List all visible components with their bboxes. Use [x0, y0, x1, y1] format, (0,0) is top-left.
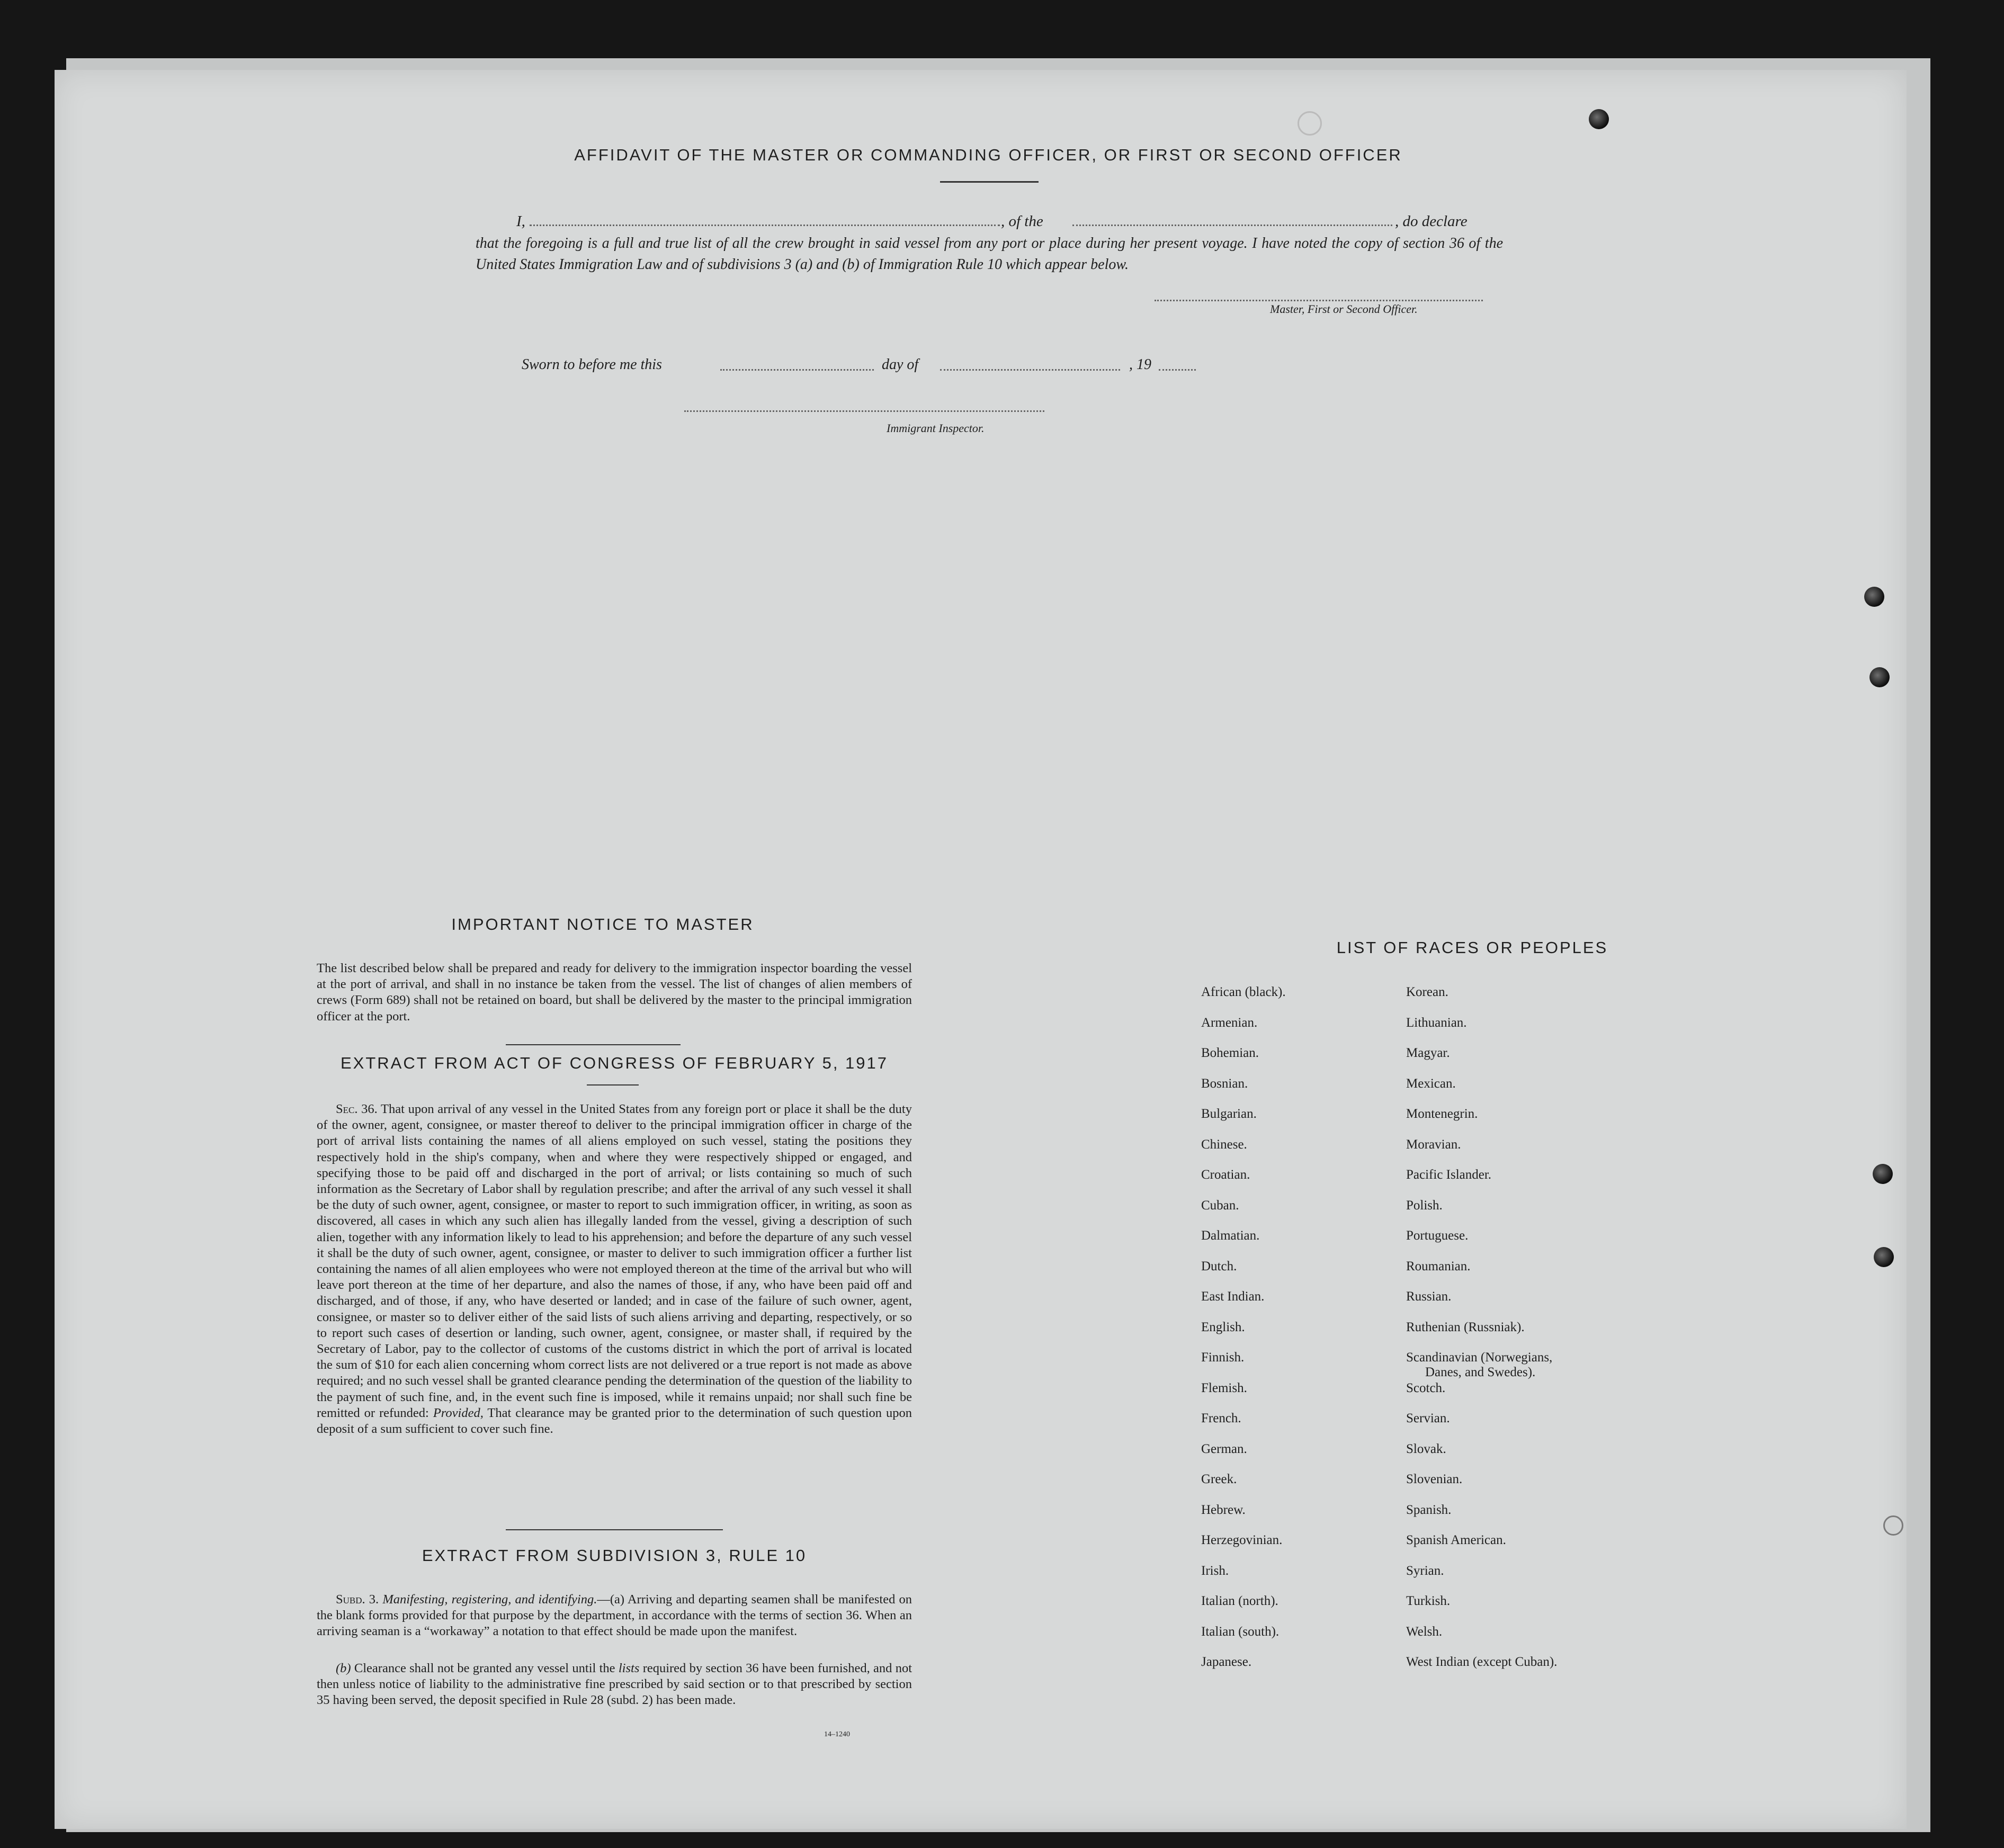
punch-hole-icon — [1864, 587, 1884, 607]
section-label: Sec. 36. — [336, 1102, 378, 1116]
sworn-day-field[interactable] — [720, 369, 874, 371]
affidavit-title-rule — [940, 181, 1039, 183]
race-item: Scotch. — [1406, 1380, 1446, 1395]
subd-b-lists: lists — [618, 1661, 640, 1675]
punch-hole-icon — [1883, 1515, 1903, 1536]
section-divider — [587, 1084, 639, 1086]
punch-hole-icon — [1589, 109, 1609, 129]
section-body: That upon arrival of any vessel in the United States from any foreign port or place it shall be the duty of the owner, agent, consignee, or master thereof to deliver to the principal immigration officer in charge of the port of arrival lists containing the names of all aliens employed on such vessel, stating the positions they respectively hold in the ship's company, when and where they were respectively shipped or engaged, and specifying those to be paid off and discharged in the port of arrival; or lists containing so much of such information as the Secretary of Labor shall by regulation prescribe; and after the arrival of any such vessel it shall be the duty of such owner, agent, consignee, or master to report to such immigration officer, in writing, as soon as discovered, all cases in which any such alien has illegally landed from the vessel, giving a description of such alien, together with any information likely to lead to his apprehension; and before the departure of any such vessel it shall be the duty of such owner, agent, consignee, or master to deliver to such immigration officer a further list containing the names of all alien employees who were not employed thereon at the time of the arrival but who will leave port thereon at the time of her departure, and also the names of those, if any, who have been paid off and discharged, and of those, if any, who have deserted or landed; and in case of the failure of such owner, agent, consignee, or master so to deliver either of the said lists of such aliens arriving and departing, respectively, or so to report such cases of desertion or landing, such owner, agent, consignee, or master shall, if required by the Secretary of Labor, pay to the collector of customs of the customs district in which the port of arrival is located the sum of $10 for each alien concerning whom correct lists are not delivered or a true report is not made as above required; and no such vessel shall be granted clearance pending the determination of the question of the liability to the payment of such fine, and, in the event such fine is imposed, while it remains unpaid; nor shall such fine be remitted or refunded: — [317, 1102, 912, 1420]
subd-b-label: (b) — [336, 1661, 351, 1675]
races-right-column — [1406, 985, 1557, 1685]
sworn-year-field[interactable] — [1159, 369, 1196, 371]
notice-body: The list described below shall be prepared and ready for delivery to the immigration inspector boarding the vessel at the port of arrival, and shall in no instance be taken from the vessel. The list of changes of alien members of crews (Form 689) shall not be retained on board, but shall be delivered by the master to the principal immigration officer at the port. — [317, 961, 912, 1024]
race-item: Syrian. — [1406, 1563, 1444, 1578]
race-item: Servian. — [1406, 1411, 1450, 1425]
rule-subd-b-text — [317, 1661, 912, 1709]
signature-caption: Master, First or Second Officer. — [1270, 302, 1418, 316]
race-item: Magyar. — [1406, 1046, 1450, 1060]
year-label: , 19 — [1129, 356, 1151, 373]
subd-b-body-2: required by section 36 have been furnished, and not then unless notice of liability to the administrative fine prescribed by said section or to that prescribed by section 35 having been served, the deposit specified in Rule 28 (subd. 2) has been made. — [317, 1661, 912, 1708]
rule-subd-a-text — [317, 1592, 912, 1640]
race-item: Chinese. — [1201, 1137, 1247, 1152]
notice-title: IMPORTANT NOTICE TO MASTER — [451, 915, 754, 934]
race-item: East Indian. — [1201, 1289, 1265, 1304]
race-item: West Indian (except Cuban). — [1406, 1655, 1558, 1669]
race-item: Spanish American. — [1406, 1533, 1506, 1547]
act-section-36-text — [317, 1101, 912, 1437]
race-item: Lithuanian. — [1406, 1015, 1467, 1030]
sworn-month-field[interactable] — [940, 369, 1120, 371]
race-item: Montenegrin. — [1406, 1107, 1478, 1121]
declarant-name-field[interactable] — [530, 225, 1000, 226]
vessel-label: , of the — [1001, 213, 1043, 230]
provided-label: Provided, — [433, 1405, 484, 1420]
inspector-signature-field[interactable] — [684, 410, 1044, 412]
race-item: Mexican. — [1406, 1076, 1456, 1091]
race-item: French. — [1201, 1411, 1241, 1425]
race-item: English. — [1201, 1320, 1245, 1334]
race-item: Armenian. — [1201, 1015, 1258, 1030]
race-item: Spanish. — [1406, 1502, 1452, 1517]
race-item: Finnish. — [1201, 1350, 1245, 1365]
section-divider — [506, 1529, 723, 1530]
act-title: EXTRACT FROM ACT OF CONGRESS OF FEBRUARY 5, 1917 — [340, 1054, 889, 1072]
race-item: Herzegovinian. — [1201, 1533, 1283, 1547]
race-item: Cuban. — [1201, 1198, 1239, 1213]
race-item: German. — [1201, 1441, 1247, 1456]
race-item: Hebrew. — [1201, 1502, 1246, 1517]
race-item: Moravian. — [1406, 1137, 1461, 1152]
signature-field[interactable] — [1155, 300, 1483, 301]
race-item: Croatian. — [1201, 1168, 1250, 1182]
form-number: 14–1240 — [824, 1730, 850, 1738]
race-item: Portuguese. — [1406, 1228, 1469, 1243]
race-item: Slovenian. — [1406, 1472, 1463, 1486]
vessel-name-field[interactable] — [1072, 225, 1392, 226]
inspector-caption: Immigrant Inspector. — [887, 421, 985, 435]
race-item: Roumanian. — [1406, 1259, 1471, 1273]
race-item: Flemish. — [1201, 1380, 1247, 1395]
race-item: Italian (south). — [1201, 1624, 1280, 1639]
races-title: LIST OF RACES OR PEOPLES — [1336, 938, 1608, 957]
race-item: Polish. — [1406, 1198, 1443, 1213]
race-item: Dalmatian. — [1201, 1228, 1260, 1243]
affidavit-title: AFFIDAVIT OF THE MASTER OR COMMANDING OFFICER, OR FIRST OR SECOND OFFICER — [574, 146, 1402, 164]
race-item: Dutch. — [1201, 1259, 1237, 1273]
subd-title: Manifesting, registering, and identifying. — [382, 1592, 597, 1607]
race-item: Irish. — [1201, 1563, 1229, 1578]
race-item: Pacific Islander. — [1406, 1168, 1492, 1182]
race-item: Russian. — [1406, 1289, 1452, 1304]
race-item: Italian (north). — [1201, 1594, 1278, 1608]
race-item: Welsh. — [1406, 1624, 1443, 1639]
race-item: Bulgarian. — [1201, 1107, 1257, 1121]
race-item: Bohemian. — [1201, 1046, 1259, 1060]
punch-hole-icon — [1874, 1247, 1894, 1267]
race-item: Japanese. — [1201, 1655, 1252, 1669]
subd-b-body-1: Clearance shall not be granted any vessel until the — [354, 1661, 615, 1675]
race-item: Turkish. — [1406, 1594, 1451, 1608]
punch-hole-icon — [1873, 1164, 1893, 1184]
race-item: Slovak. — [1406, 1441, 1446, 1456]
section-divider — [506, 1044, 681, 1045]
subd-a-body: —(a) Arriving and departing seamen shall be manifested on the blank forms provided for that purpose by the department, in accordance with the terms of section 36. When an arriving seaman is a “workaway” a notation to that effect should be made upon the manifest. — [317, 1592, 912, 1639]
races-left-column — [1201, 985, 1286, 1685]
sworn-label: Sworn to before me this — [522, 356, 662, 373]
race-item: Korean. — [1406, 985, 1448, 999]
punch-hole-icon — [1869, 667, 1890, 687]
race-item: Bosnian. — [1201, 1076, 1248, 1091]
race-item: Danes, and Swedes). — [1425, 1365, 1536, 1379]
subd-label: Subd. 3. — [336, 1592, 379, 1607]
rule-title: EXTRACT FROM SUBDIVISION 3, RULE 10 — [422, 1546, 807, 1565]
punch-hole-icon — [1298, 111, 1322, 136]
affidavit-body: that the foregoing is a full and true list of all the crew brought in said vessel from any port or place during her present voyage. I have noted the copy of section 36 of the United States Immigration Law and of subdivisions 3 (a) and (b) of Immigration Rule 10 which appear below. — [476, 235, 1503, 273]
race-item: Ruthenian (Russniak). — [1406, 1320, 1525, 1334]
declare-label: , do declare — [1395, 213, 1468, 230]
declarant-label: I, — [516, 213, 525, 230]
section-body-end: That clearance may be granted prior to the determination of such question upon deposit of a sum sufficient to cover such fine. — [317, 1405, 912, 1437]
race-item: Scandinavian (Norwegians, — [1406, 1350, 1553, 1365]
race-item: Greek. — [1201, 1472, 1237, 1486]
race-item: African (black). — [1201, 985, 1286, 999]
day-of-label: day of — [882, 356, 919, 373]
